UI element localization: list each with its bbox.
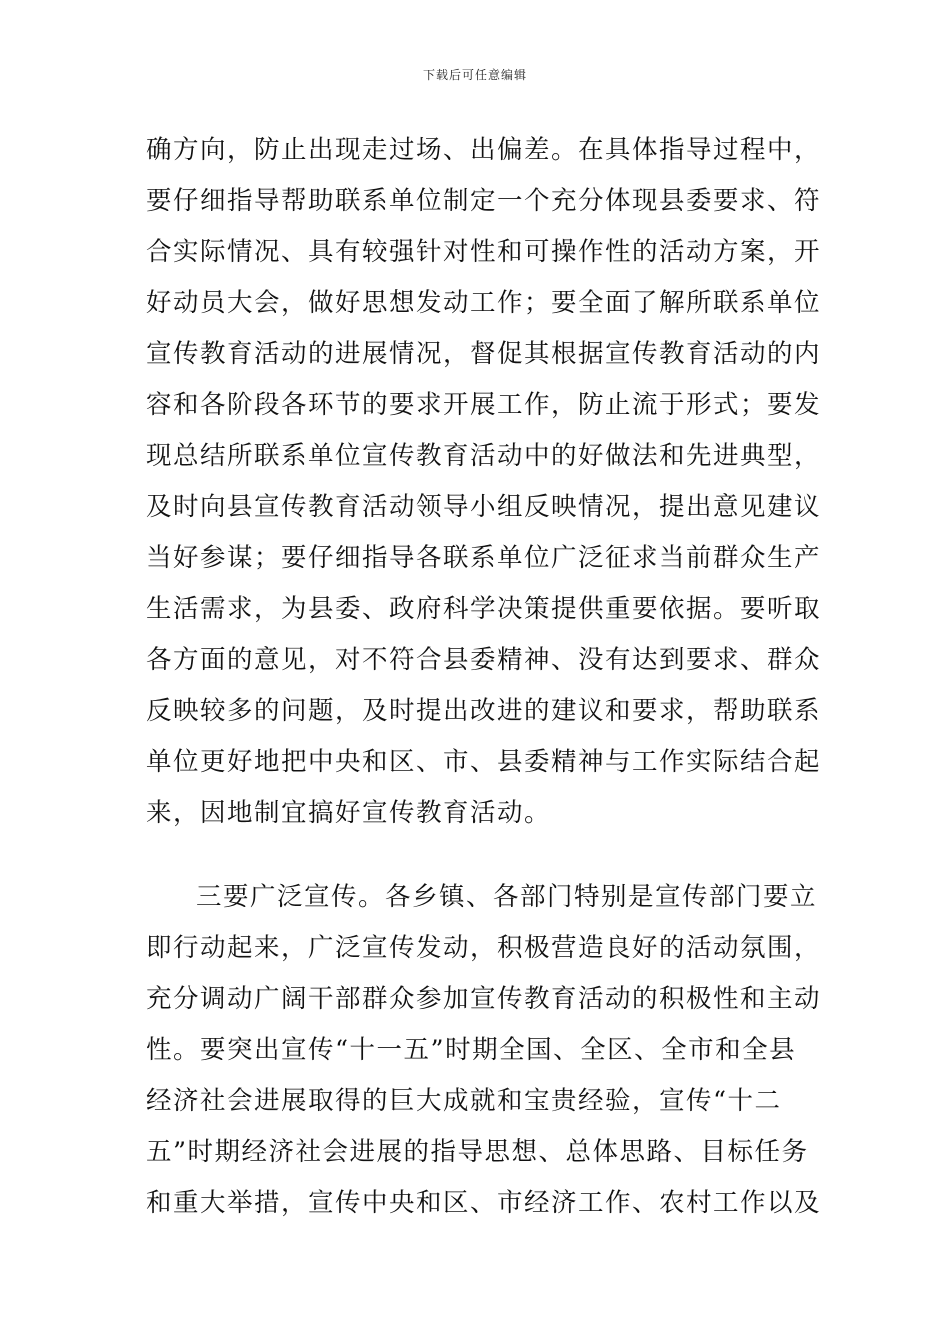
paragraph-line: 要仔细指导帮助联系单位制定一个充分体现县委要求、符: [146, 186, 822, 216]
paragraph-line: 三要广泛宣传。各乡镇、各部门特别是宣传部门要立: [196, 882, 818, 912]
paragraph-line: 宣传教育活动的进展情况，督促其根据宣传教育活动的内: [146, 339, 822, 369]
paragraph-line: 和重大举措，宣传中央和区、市经济工作、农村工作以及: [146, 1188, 822, 1218]
paragraph-line: 反映较多的问题，及时提出改进的建议和要求，帮助联系: [146, 696, 822, 726]
paragraph-line: 充分调动广阔干部群众参加宣传教育活动的积极性和主动: [146, 984, 822, 1014]
paragraph-line: 好动员大会，做好思想发动工作；要全面了解所联系单位: [146, 288, 822, 318]
paragraph-line: 单位更好地把中央和区、市、县委精神与工作实际结合起: [146, 747, 822, 777]
paragraph-line: 确方向，防止出现走过场、出偏差。在具体指导过程中，: [146, 135, 822, 165]
paragraph-line: 当好参谋；要仔细指导各联系单位广泛征求当前群众生产: [146, 543, 822, 573]
paragraph-line: 经济社会进展取得的巨大成就和宝贵经验，宣传“十二: [146, 1086, 782, 1116]
paragraph-line: 合实际情况、具有较强针对性和可操作性的活动方案，开: [146, 237, 822, 267]
paragraph-line: 各方面的意见，对不符合县委精神、没有达到要求、群众: [146, 645, 822, 675]
paragraph-line: 容和各阶段各环节的要求开展工作，防止流于形式；要发: [146, 390, 822, 420]
paragraph-line: 五”时期经济社会进展的指导思想、总体思路、目标任务: [146, 1137, 809, 1167]
paragraph-line: 生活需求，为县委、政府科学决策提供重要依据。要听取: [146, 594, 822, 624]
paragraph-line: 性。要突出宣传“十一五”时期全国、全区、全市和全县: [146, 1035, 797, 1065]
header-note: 下载后可任意编辑: [422, 68, 527, 82]
paragraph-line: 来，因地制宜搞好宣传教育活动。: [146, 798, 552, 828]
paragraph-line: 现总结所联系单位宣传教育活动中的好做法和先进典型，: [146, 441, 822, 471]
paragraph-line: 及时向县宣传教育活动领导小组反映情况，提出意见建议: [146, 492, 822, 522]
paragraph-line: 即行动起来，广泛宣传发动，积极营造良好的活动氛围，: [146, 933, 822, 963]
